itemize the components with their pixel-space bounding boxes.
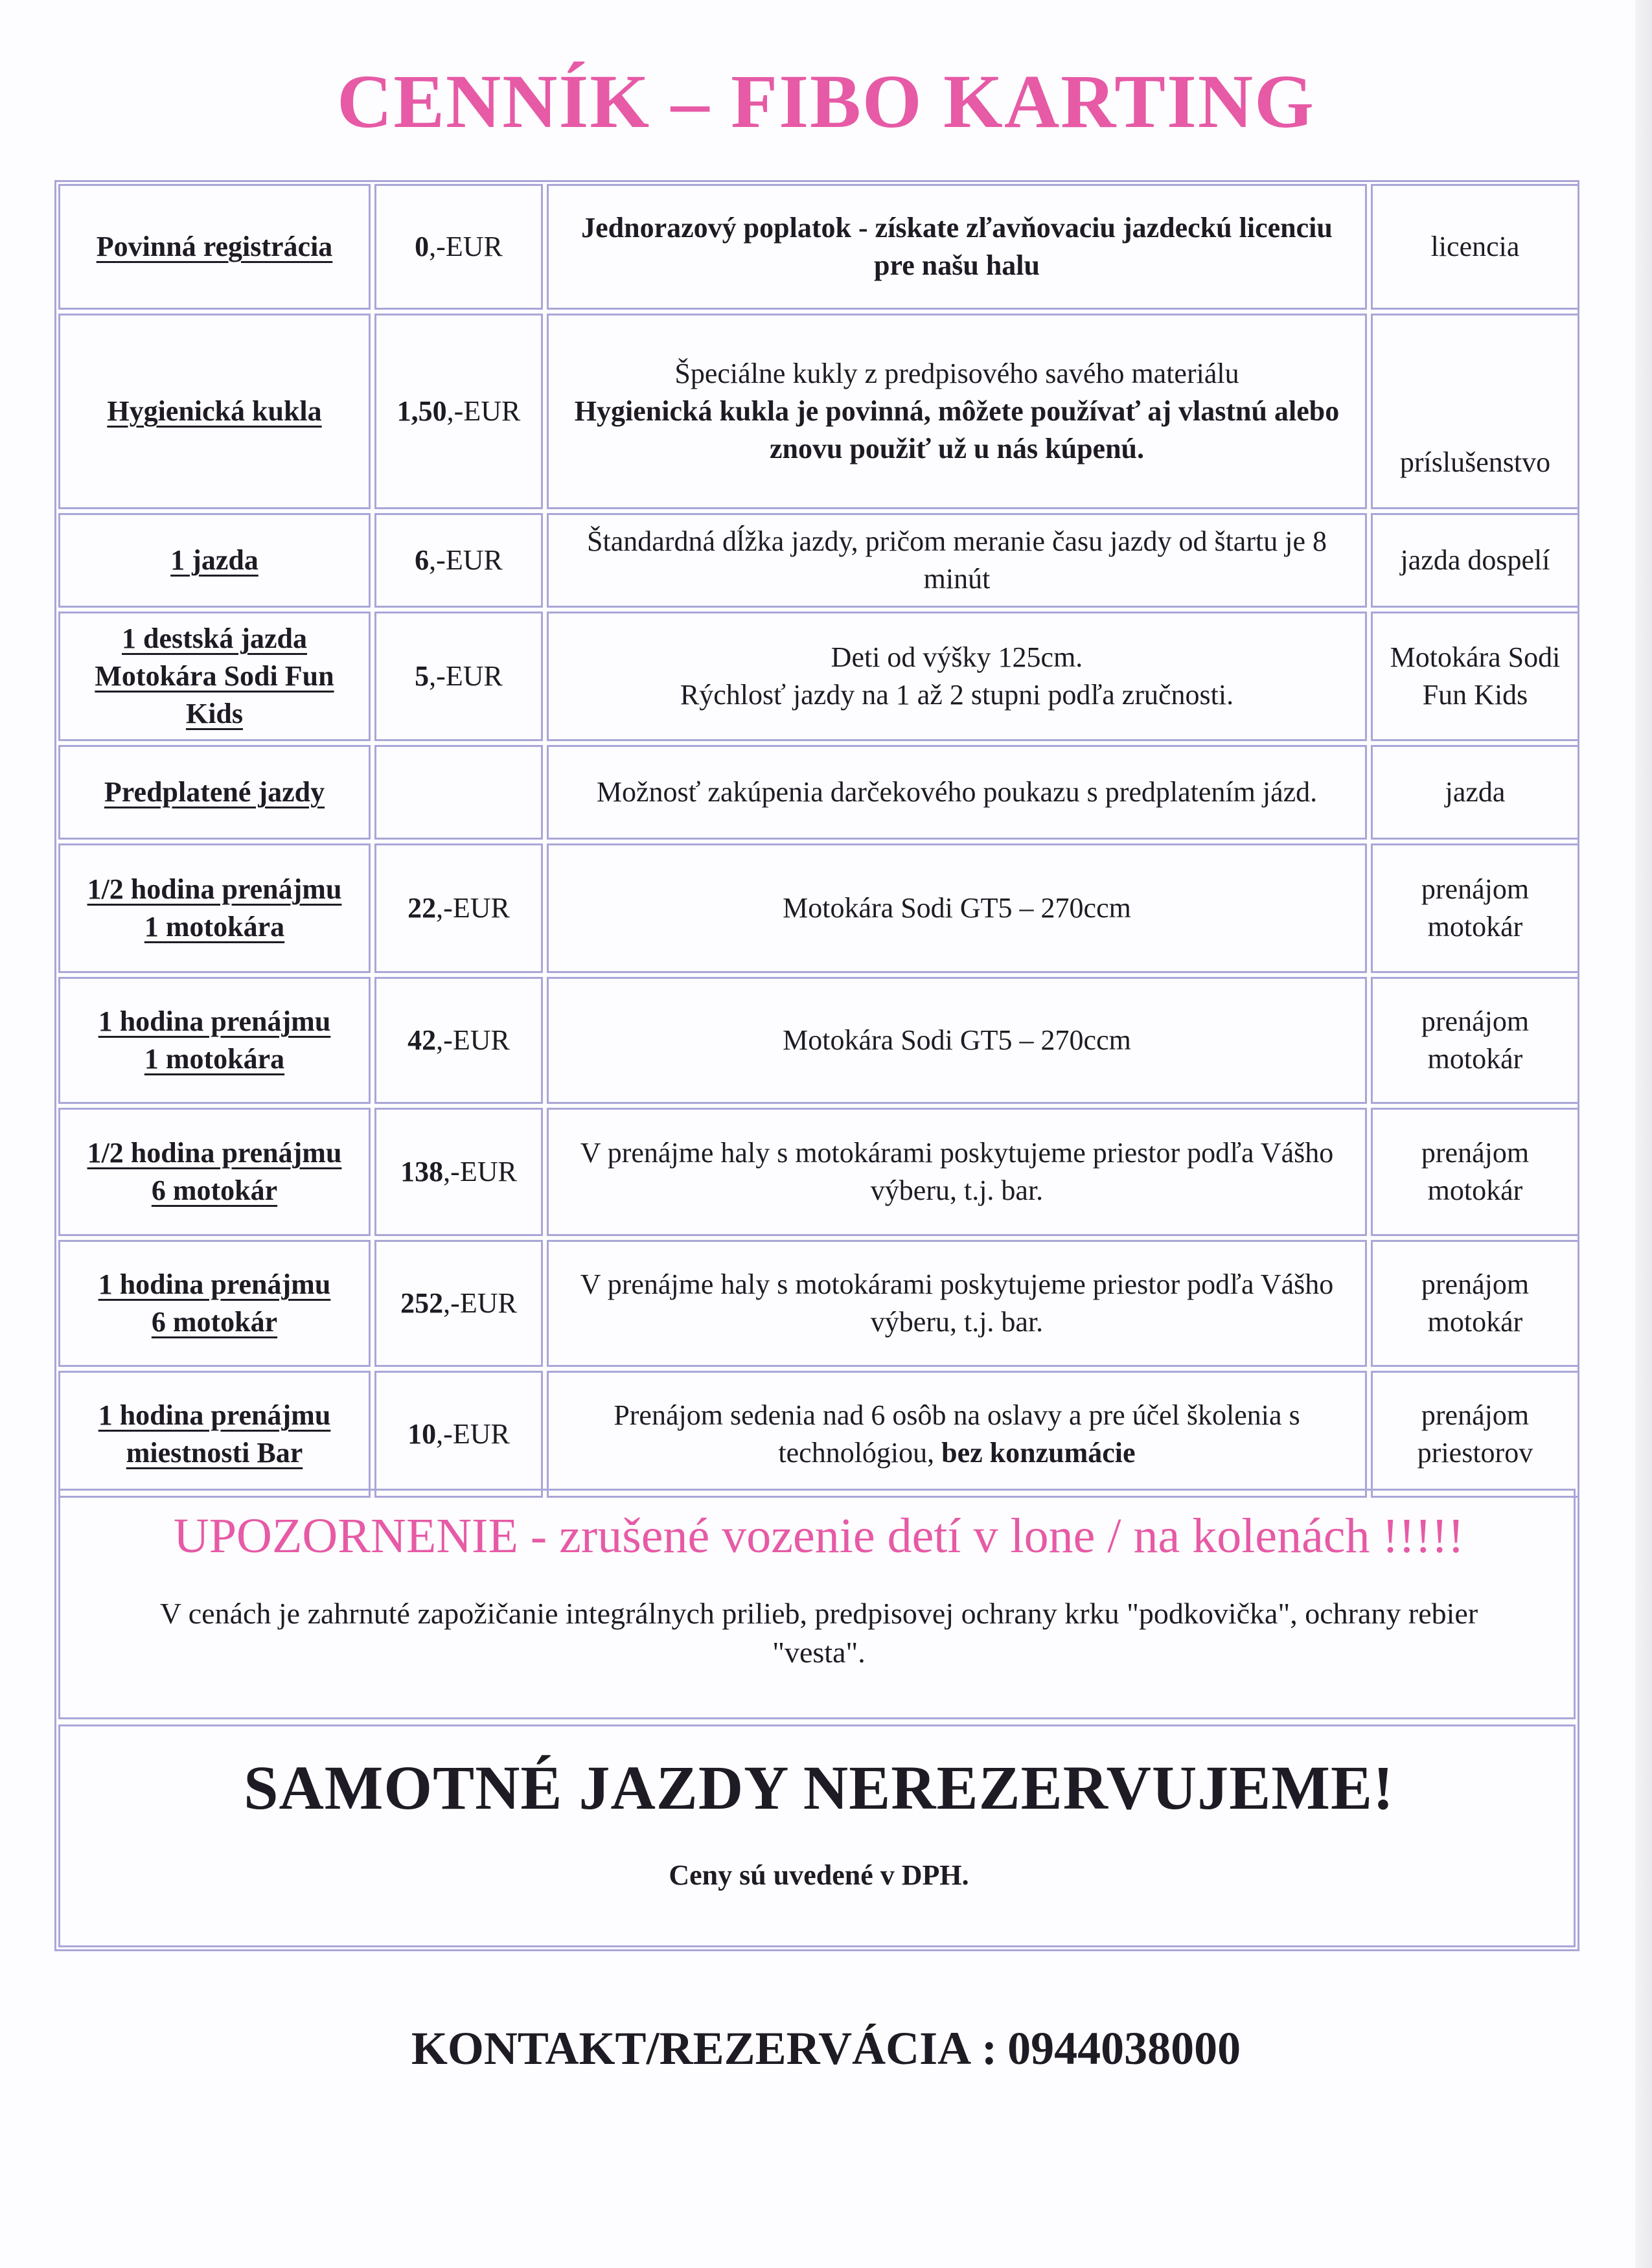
item-price (374, 1108, 543, 1236)
price-currency: ,-EUR (443, 1156, 517, 1187)
item-name-line: miestnosti Bar (126, 1437, 303, 1469)
item-name (58, 184, 371, 310)
item-description (547, 745, 1367, 840)
reservation-note-box (58, 1724, 1576, 1947)
item-name (58, 513, 371, 608)
price-row (58, 1108, 1579, 1236)
item-name (58, 1240, 371, 1367)
item-name (58, 977, 371, 1104)
item-category: prenájom motokár (1371, 1240, 1579, 1367)
item-name-line: 1 hodina prenájmu (98, 1268, 331, 1300)
description-text: Rýchlosť jazdy na 1 až 2 stupni podľa zručnosti. (680, 679, 1234, 711)
item-category: prenájom motokár (1371, 1108, 1579, 1236)
price-amount: 138 (400, 1156, 444, 1187)
item-description (547, 184, 1367, 310)
price-currency: ,-EUR (429, 231, 503, 262)
item-description (547, 1240, 1367, 1367)
price-row (58, 843, 1579, 973)
price-table (54, 180, 1583, 1502)
item-description (547, 513, 1367, 608)
price-amount: 10 (407, 1418, 437, 1450)
item-name-line: 1 motokára (144, 1043, 285, 1075)
item-name-line: 1/2 hodina prenájmu (87, 873, 342, 905)
item-price (374, 1240, 543, 1367)
item-price (374, 184, 543, 310)
price-currency: ,-EUR (436, 1024, 510, 1056)
description-text: Možnosť zakúpenia darčekového poukazu s predplatením jázd. (596, 776, 1318, 808)
description-text: Štandardná dĺžka jazdy, pričom meranie času jazdy od štartu je 8 minút (587, 525, 1327, 595)
description-text: V prenájme haly s motokárami poskytujeme priestor podľa Vášho výberu, t.j. bar. (580, 1137, 1334, 1206)
item-price (374, 745, 543, 840)
price-currency: ,-EUR (446, 395, 521, 427)
description-text: Jednorazový poplatok - získate zľavňovaciu jazdeckú licenciu pre našu halu (581, 212, 1333, 281)
item-description (547, 612, 1367, 741)
item-name-line: Motokára Sodi Fun (95, 660, 334, 692)
description-text: Prenájom sedenia nad 6 osôb na oslavy a pre účel školenia s technológiou, (614, 1399, 1300, 1469)
page-title: CENNÍK – FIBO KARTING (337, 59, 1315, 144)
item-price (374, 1371, 543, 1498)
price-amount: 22 (407, 892, 437, 924)
item-name-line: 6 motokár (151, 1174, 278, 1206)
item-name-line: 6 motokár (151, 1306, 278, 1338)
price-amount: 42 (407, 1024, 437, 1056)
price-row (58, 184, 1579, 310)
item-name (58, 1108, 371, 1236)
no-reservation-heading: SAMOTNÉ JAZDY NEREZERVUJEME! (244, 1753, 1394, 1822)
price-currency: ,-EUR (443, 1287, 517, 1319)
description-text: Špeciálne kukly z predpisového savého materiálu (674, 358, 1239, 389)
item-name (58, 612, 371, 741)
item-price (374, 977, 543, 1104)
price-currency: ,-EUR (429, 544, 503, 576)
price-currency: ,-EUR (429, 660, 503, 692)
vat-note: Ceny sú uvedené v DPH. (669, 1859, 969, 1891)
price-currency: ,-EUR (436, 1418, 510, 1450)
item-name-line: 1 jazda (170, 544, 258, 576)
price-amount: 0 (415, 231, 430, 262)
item-description (547, 977, 1367, 1104)
item-name (58, 843, 371, 973)
item-category: prenájom motokár (1371, 977, 1579, 1104)
price-row (58, 745, 1579, 840)
item-description (547, 314, 1367, 509)
item-category: jazda (1371, 745, 1579, 840)
price-amount: 252 (400, 1287, 444, 1319)
price-row (58, 612, 1579, 741)
item-category: jazda dospelí (1371, 513, 1579, 608)
description-text: Hygienická kukla je povinná, môžete používať aj vlastnú alebo znovu použiť už u nás kúpenú. (574, 395, 1340, 464)
item-name-line: 1 hodina prenájmu (98, 1399, 331, 1431)
item-name-line: Predplatené jazdy (104, 776, 325, 808)
item-price (374, 843, 543, 973)
item-description (547, 843, 1367, 973)
item-description (547, 1371, 1367, 1498)
item-name (58, 1371, 371, 1498)
included-equipment-text: V cenách je zahrnuté zapožičanie integrálnych prilieb, predpisovej ochrany krku "podkovička", ochrany rebier "vesta". (159, 1597, 1478, 1669)
item-name (58, 314, 371, 509)
item-name-line: Hygienická kukla (107, 395, 322, 427)
item-category: prenájom priestorov (1371, 1371, 1579, 1498)
item-price (374, 612, 543, 741)
price-rows (58, 184, 1579, 1498)
contact-line (0, 2016, 1652, 2081)
item-category: príslušenstvo (1371, 314, 1579, 509)
description-text: V prenájme haly s motokárami poskytujeme priestor podľa Vášho výberu, t.j. bar. (580, 1268, 1334, 1338)
contact-separator: : (981, 2022, 998, 2074)
item-category: prenájom motokár (1371, 843, 1579, 973)
item-price (374, 314, 543, 509)
price-row (58, 977, 1579, 1104)
item-name-line: 1 motokára (144, 911, 285, 943)
description-text: Motokára Sodi GT5 – 270ccm (783, 1024, 1131, 1056)
item-category: licencia (1371, 184, 1579, 310)
item-name-line: Kids (185, 698, 244, 729)
description-text: Deti od výšky 125cm. (831, 641, 1083, 673)
price-row (58, 314, 1579, 509)
item-description (547, 1108, 1367, 1236)
price-amount: 6 (415, 544, 430, 576)
contact-phone[interactable]: 0944038000 (1007, 2022, 1241, 2074)
description-text: Motokára Sodi GT5 – 270ccm (783, 892, 1131, 924)
item-name-line: 1 hodina prenájmu (98, 1005, 331, 1037)
item-name (58, 745, 371, 840)
price-row (58, 513, 1579, 608)
item-name-line: Povinná registrácia (96, 231, 333, 262)
item-price (374, 513, 543, 608)
item-name-line: 1 destská jazda (121, 623, 308, 654)
item-name-line: 1/2 hodina prenájmu (87, 1137, 342, 1169)
price-amount: 5 (415, 660, 430, 692)
item-category: Motokára Sodi Fun Kids (1371, 612, 1579, 741)
price-currency: ,-EUR (436, 892, 510, 924)
price-row (58, 1240, 1579, 1367)
price-row (58, 1371, 1579, 1498)
page-edge (1635, 0, 1652, 2268)
price-amount: 1,50 (396, 395, 447, 427)
description-text: bez konzumácie (941, 1437, 1136, 1469)
warning-text: UPOZORNENIE - zrušené vozenie detí v lone / na kolenách !!!!! (173, 1509, 1465, 1563)
notice-box (58, 1489, 1576, 1719)
contact-label: KONTAKT/REZERVÁCIA (411, 2022, 972, 2074)
